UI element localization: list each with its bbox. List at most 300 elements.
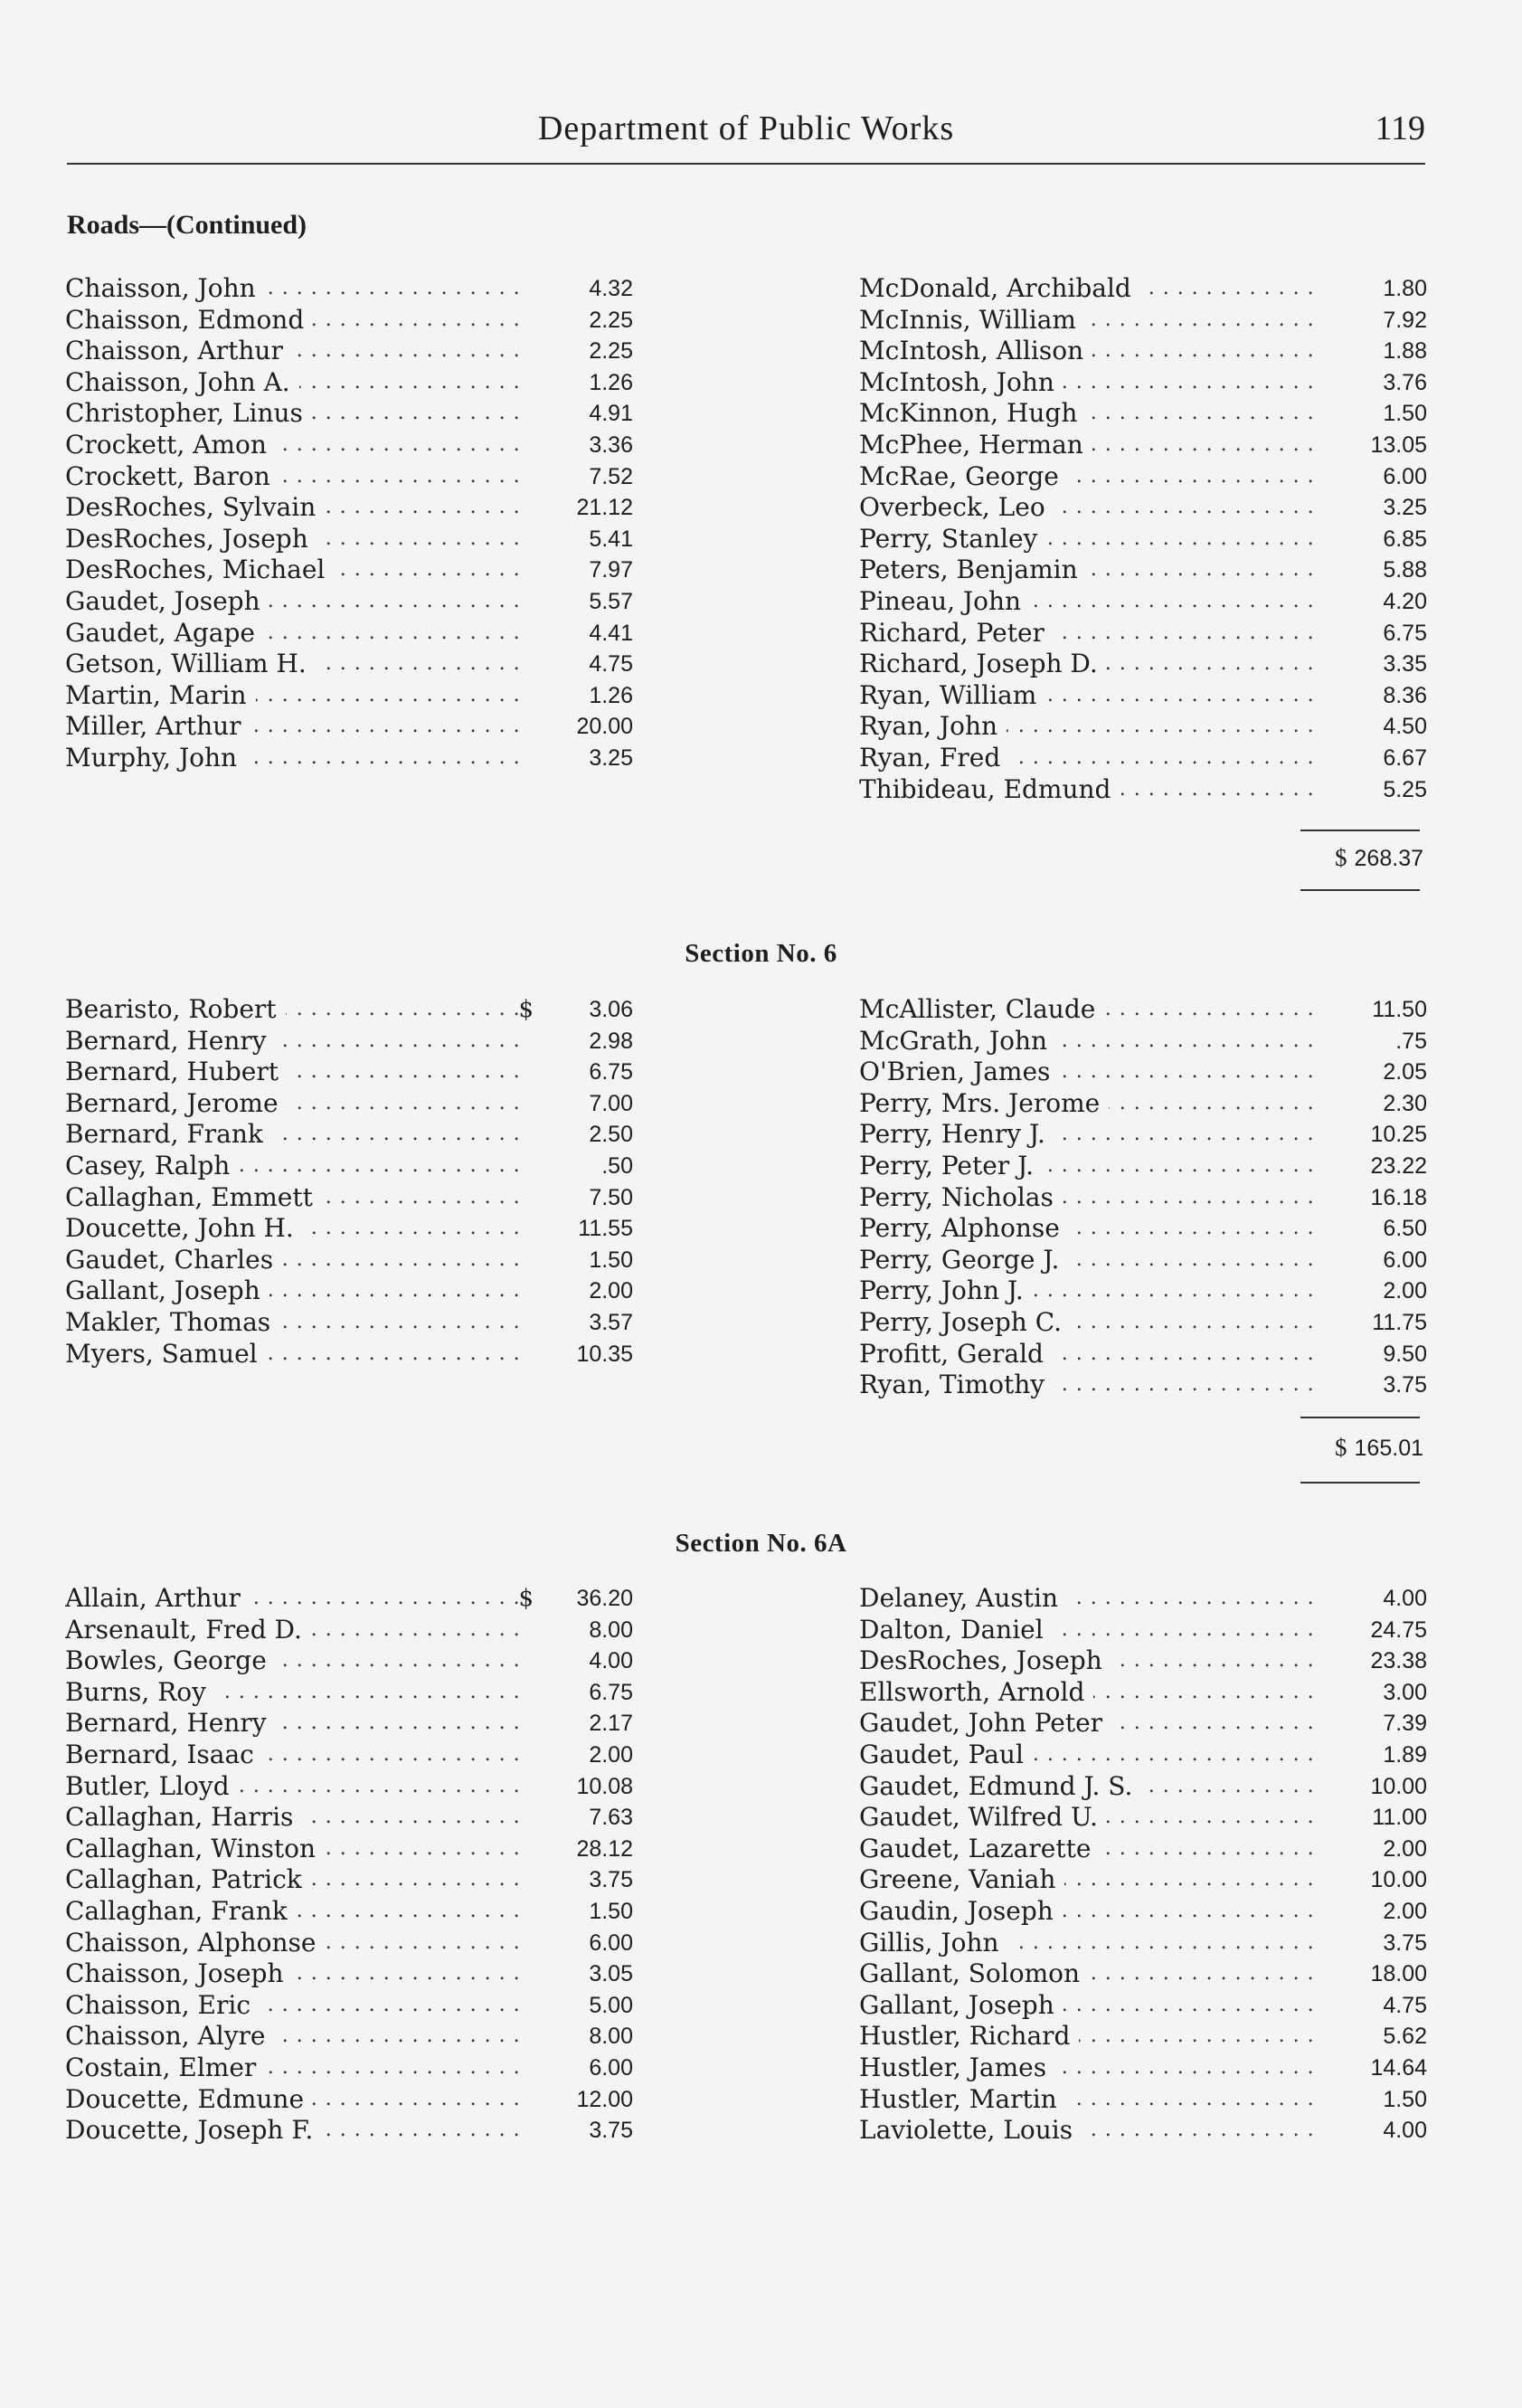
ledger-name: Gallant, Solomon bbox=[859, 1958, 1089, 1988]
roads-total-amount: 268.37 bbox=[1354, 846, 1423, 871]
ledger-name-cell bbox=[65, 1864, 525, 1896]
ledger-row bbox=[65, 1990, 633, 2022]
ledger-row bbox=[65, 680, 633, 712]
ledger-name-cell bbox=[859, 1583, 1319, 1615]
ledger-row bbox=[65, 994, 633, 1026]
ledger-amount: 6.75 bbox=[589, 1059, 633, 1085]
ledger-name: Arsenault, Fred D. bbox=[65, 1615, 311, 1645]
ledger-name-cell bbox=[859, 367, 1319, 399]
section-6-left-column bbox=[65, 994, 633, 1370]
ledger-name: McRae, George bbox=[859, 461, 1068, 491]
ledger-amount: 4.91 bbox=[589, 401, 633, 427]
ledger-amount: 6.85 bbox=[1383, 526, 1427, 552]
ledger-amount: 6.67 bbox=[1383, 744, 1427, 771]
ledger-amount: 5.57 bbox=[589, 588, 633, 614]
ledger-amount: 21.12 bbox=[576, 495, 633, 521]
ledger-amount: 1.26 bbox=[589, 682, 633, 708]
ledger-name-cell bbox=[65, 1307, 525, 1339]
ledger-name: Ryan, Fred bbox=[859, 743, 1009, 773]
ledger-amount: 7.92 bbox=[1383, 307, 1427, 333]
ledger-name: Callaghan, Patrick bbox=[65, 1864, 311, 1894]
ledger-amount: 14.64 bbox=[1370, 2054, 1427, 2081]
ledger-name-cell bbox=[65, 2052, 525, 2084]
ledger-amount: 28.12 bbox=[576, 1835, 633, 1862]
ledger-name: Butler, Lloyd bbox=[65, 1771, 239, 1801]
ledger-amount: 5.25 bbox=[1383, 776, 1427, 802]
ledger-name-cell bbox=[859, 2115, 1319, 2147]
ledger-amount: 4.75 bbox=[1383, 1992, 1427, 2018]
ledger-amount: 10.08 bbox=[576, 1773, 633, 1799]
ledger-name-cell bbox=[859, 336, 1319, 367]
ledger-name-cell bbox=[65, 1990, 525, 2022]
ledger-amount: 3.25 bbox=[1383, 495, 1427, 521]
ledger-row bbox=[65, 367, 633, 399]
ledger-row bbox=[859, 994, 1427, 1026]
ledger-name-cell bbox=[859, 273, 1319, 305]
ledger-name-cell bbox=[859, 680, 1319, 712]
roads-total-symbol: $ bbox=[1335, 844, 1347, 871]
ledger-amount: 9.50 bbox=[1383, 1341, 1427, 1367]
ledger-row bbox=[859, 1771, 1427, 1803]
ledger-row bbox=[65, 1708, 633, 1740]
ledger-amount: 2.25 bbox=[589, 307, 633, 333]
roads-total-rule-bottom bbox=[1300, 889, 1420, 891]
ledger-amount: 1.80 bbox=[1383, 276, 1427, 301]
ledger-row bbox=[859, 1088, 1427, 1120]
ledger-amount: 3.25 bbox=[589, 744, 633, 771]
ledger-amount: 2.25 bbox=[589, 338, 633, 365]
ledger-name: Crockett, Baron bbox=[65, 461, 279, 491]
section-6a-left-column bbox=[65, 1583, 633, 2147]
ledger-row bbox=[859, 1245, 1427, 1276]
ledger-amount: 3.57 bbox=[589, 1309, 633, 1335]
ledger-name-cell bbox=[859, 1119, 1319, 1151]
ledger-name-cell bbox=[65, 994, 525, 1026]
ledger-row bbox=[859, 555, 1427, 586]
ledger-row bbox=[859, 618, 1427, 649]
ledger-row bbox=[65, 1645, 633, 1677]
ledger-row bbox=[65, 2021, 633, 2052]
ledger-row bbox=[859, 305, 1427, 337]
ledger-name-cell bbox=[65, 367, 525, 399]
ledger-name: Perry, John J. bbox=[859, 1275, 1033, 1305]
ledger-name: McAllister, Claude bbox=[859, 994, 1104, 1024]
ledger-amount: 1.26 bbox=[589, 369, 633, 395]
ledger-amount: 10.25 bbox=[1370, 1122, 1427, 1148]
ledger-row bbox=[859, 461, 1427, 493]
ledger-name: O'Brien, James bbox=[859, 1057, 1059, 1086]
ledger-name-cell bbox=[859, 994, 1319, 1026]
ledger-amount: 6.75 bbox=[1383, 620, 1427, 646]
ledger-amount: 23.38 bbox=[1370, 1648, 1427, 1674]
ledger-name-cell bbox=[65, 1928, 525, 1959]
ledger-name-cell bbox=[65, 1119, 525, 1151]
ledger-name: Chaisson, Alyre bbox=[65, 2021, 274, 2051]
ledger-amount: 2.00 bbox=[589, 1278, 633, 1304]
ledger-row bbox=[859, 1339, 1427, 1370]
ledger-name: Burns, Roy bbox=[65, 1677, 215, 1707]
ledger-name-cell bbox=[859, 430, 1319, 461]
ledger-name-cell bbox=[65, 1057, 525, 1088]
ledger-amount: 2.05 bbox=[1383, 1059, 1427, 1085]
ledger-name: McPhee, Herman bbox=[859, 430, 1092, 460]
ledger-name: Gaudet, Paul bbox=[859, 1740, 1033, 1769]
ledger-name: Bernard, Henry bbox=[65, 1026, 276, 1056]
ledger-name-cell bbox=[859, 461, 1319, 493]
ledger-name: Gaudet, Lazarette bbox=[859, 1834, 1100, 1863]
ledger-row bbox=[859, 430, 1427, 461]
ledger-name: McDonald, Archibald bbox=[859, 273, 1140, 303]
ledger-row bbox=[859, 1645, 1427, 1677]
ledger-name-cell bbox=[65, 1896, 525, 1928]
ledger-name: Gaudet, John Peter bbox=[859, 1708, 1111, 1738]
ledger-name: Miller, Arthur bbox=[65, 711, 251, 741]
page-number: 119 bbox=[1375, 109, 1425, 147]
ledger-amount: 10.00 bbox=[1370, 1773, 1427, 1799]
ledger-row bbox=[65, 492, 633, 524]
ledger-row bbox=[65, 1213, 633, 1245]
ledger-amount: 7.52 bbox=[589, 463, 633, 489]
ledger-amount: 5.62 bbox=[1383, 2024, 1427, 2050]
ledger-name-cell bbox=[65, 1245, 525, 1276]
ledger-amount: 11.55 bbox=[578, 1216, 633, 1242]
ledger-amount: 1.50 bbox=[589, 1247, 633, 1273]
ledger-row bbox=[65, 711, 633, 743]
ledger-row bbox=[65, 1182, 633, 1214]
ledger-row bbox=[859, 1026, 1427, 1057]
ledger-name: Chaisson, John bbox=[65, 273, 265, 303]
ledger-name-cell bbox=[65, 1213, 525, 1245]
ledger-name-cell bbox=[859, 1275, 1319, 1307]
ledger-row bbox=[859, 1307, 1427, 1339]
ledger-name-cell bbox=[859, 398, 1319, 430]
ledger-name-cell bbox=[65, 2021, 525, 2052]
ledger-row bbox=[65, 305, 633, 337]
ledger-name-cell bbox=[65, 1834, 525, 1865]
ledger-name: Ryan, John bbox=[859, 711, 1007, 741]
ledger-amount: 7.39 bbox=[1383, 1711, 1427, 1737]
ledger-name: Peters, Benjamin bbox=[859, 555, 1087, 584]
ledger-name-cell bbox=[65, 461, 525, 493]
ledger-amount: 7.00 bbox=[589, 1090, 633, 1116]
ledger-amount: 1.50 bbox=[589, 1898, 633, 1924]
ledger-name-cell bbox=[859, 1740, 1319, 1771]
section-6-total-rule-top bbox=[1300, 1417, 1420, 1418]
ledger-row bbox=[65, 1307, 633, 1339]
ledger-amount: 2.00 bbox=[1383, 1835, 1427, 1862]
ledger-row bbox=[859, 1864, 1427, 1896]
ledger-name: Perry, George J. bbox=[859, 1245, 1068, 1275]
ledger-amount: 7.63 bbox=[589, 1805, 633, 1831]
ledger-name: Ellsworth, Arnold bbox=[859, 1677, 1093, 1707]
ledger-row bbox=[859, 1896, 1427, 1928]
ledger-name: Gaudet, Charles bbox=[65, 1245, 282, 1275]
ledger-amount: 3.75 bbox=[1383, 1929, 1427, 1956]
ledger-row bbox=[859, 492, 1427, 524]
ledger-row bbox=[65, 336, 633, 367]
ledger-name: Richard, Joseph D. bbox=[859, 649, 1107, 678]
ledger-name: Callaghan, Frank bbox=[65, 1896, 297, 1926]
ledger-name-cell bbox=[65, 398, 525, 430]
ledger-amount: 1.50 bbox=[1383, 2086, 1427, 2112]
ledger-amount: 4.00 bbox=[589, 1648, 633, 1674]
ledger-name: Bernard, Isaac bbox=[65, 1740, 263, 1769]
ledger-row bbox=[859, 1958, 1427, 1990]
page-header bbox=[67, 107, 1425, 165]
ledger-row bbox=[65, 1245, 633, 1276]
ledger-name-cell bbox=[859, 1708, 1319, 1740]
ledger-name-cell bbox=[65, 1708, 525, 1740]
ledger-name-cell bbox=[65, 743, 525, 774]
ledger-name: Gaudet, Agape bbox=[65, 618, 264, 648]
ledger-row bbox=[65, 1802, 633, 1834]
ledger-row bbox=[65, 1928, 633, 1959]
ledger-name-cell bbox=[65, 2084, 525, 2116]
ledger-name: Makler, Thomas bbox=[65, 1307, 279, 1337]
ledger-row bbox=[65, 1834, 633, 1865]
ledger-name: Chaisson, Alphonse bbox=[65, 1928, 326, 1958]
section-6-total-amount: 165.01 bbox=[1354, 1436, 1423, 1461]
ledger-amount: 4.20 bbox=[1383, 588, 1427, 614]
ledger-row bbox=[859, 649, 1427, 680]
ledger-amount: 3.75 bbox=[589, 1867, 633, 1893]
ledger-name: Perry, Stanley bbox=[859, 524, 1046, 554]
ledger-name-cell bbox=[65, 336, 525, 367]
ledger-row bbox=[859, 1834, 1427, 1865]
ledger-amount: 6.75 bbox=[589, 1679, 633, 1705]
ledger-name: McKinnon, Hugh bbox=[859, 398, 1086, 428]
ledger-name-cell bbox=[859, 1245, 1319, 1276]
ledger-name-cell bbox=[65, 1088, 525, 1120]
ledger-amount: 20.00 bbox=[576, 714, 633, 740]
ledger-row bbox=[65, 398, 633, 430]
ledger-amount: 4.00 bbox=[1383, 2118, 1427, 2144]
ledger-name-cell bbox=[65, 430, 525, 461]
ledger-name-cell bbox=[65, 680, 525, 712]
ledger-name-cell bbox=[859, 1026, 1319, 1057]
ledger-amount: 11.50 bbox=[1372, 997, 1427, 1022]
ledger-amount: 10.35 bbox=[576, 1341, 633, 1367]
ledger-amount: 2.00 bbox=[1383, 1278, 1427, 1304]
ledger-amount: 2.00 bbox=[1383, 1898, 1427, 1924]
ledger-amount: 3.05 bbox=[589, 1961, 633, 1987]
ledger-row bbox=[859, 1119, 1427, 1151]
ledger-name: Martin, Marin bbox=[65, 680, 256, 710]
ledger-amount: 7.50 bbox=[589, 1184, 633, 1210]
ledger-name: Perry, Alphonse bbox=[859, 1213, 1069, 1243]
ledger-name-cell bbox=[65, 1182, 525, 1214]
ledger-name-cell bbox=[859, 711, 1319, 743]
ledger-name: Myers, Samuel bbox=[65, 1339, 267, 1369]
ledger-name-cell bbox=[859, 743, 1319, 774]
ledger-amount: 5.88 bbox=[1383, 557, 1427, 583]
ledger-name: Gaudet, Wilfred U. bbox=[859, 1802, 1107, 1832]
ledger-row bbox=[859, 2021, 1427, 2052]
ledger-name-cell bbox=[65, 618, 525, 649]
ledger-row bbox=[859, 1928, 1427, 1959]
ledger-name-cell bbox=[65, 273, 525, 305]
ledger-row bbox=[859, 1990, 1427, 2022]
ledger-name: Richard, Peter bbox=[859, 618, 1054, 648]
ledger-name-cell bbox=[65, 524, 525, 555]
ledger-row bbox=[65, 461, 633, 493]
ledger-amount: 7.97 bbox=[589, 557, 633, 583]
ledger-name: Gaudin, Joseph bbox=[859, 1896, 1063, 1926]
ledger-name-cell bbox=[859, 1615, 1319, 1646]
ledger-row bbox=[859, 398, 1427, 430]
ledger-name-cell bbox=[859, 2021, 1319, 2052]
ledger-name: Gaudet, Edmund J. S. bbox=[859, 1771, 1141, 1801]
ledger-name: McIntosh, John bbox=[859, 367, 1064, 397]
ledger-amount: 4.32 bbox=[589, 276, 633, 301]
ledger-amount: 13.05 bbox=[1370, 431, 1427, 458]
ledger-amount: 1.88 bbox=[1383, 338, 1427, 365]
ledger-amount: 5.41 bbox=[589, 526, 633, 552]
ledger-name-cell bbox=[859, 1213, 1319, 1245]
ledger-name-cell bbox=[859, 492, 1319, 524]
ledger-name: Perry, Nicholas bbox=[859, 1182, 1063, 1212]
ledger-row bbox=[65, 1119, 633, 1151]
ledger-name-cell bbox=[65, 1645, 525, 1677]
ledger-name-cell bbox=[65, 1802, 525, 1834]
ledger-name-cell bbox=[859, 1990, 1319, 2022]
ledger-amount: 6.00 bbox=[1383, 463, 1427, 489]
roads-total-rule-top bbox=[1300, 830, 1420, 831]
ledger-amount: 18.00 bbox=[1370, 1961, 1427, 1987]
ledger-name: Hustler, Richard bbox=[859, 2021, 1079, 2051]
ledger-row bbox=[859, 743, 1427, 774]
ledger-name: McInnis, William bbox=[859, 305, 1085, 335]
ledger-name: McGrath, John bbox=[859, 1026, 1056, 1056]
ledger-amount: 3.75 bbox=[589, 2118, 633, 2144]
ledger-row bbox=[65, 1896, 633, 1928]
ledger-amount: 16.18 bbox=[1370, 1184, 1427, 1210]
ledger-row bbox=[65, 524, 633, 555]
ledger-name: Profitt, Gerald bbox=[859, 1339, 1053, 1369]
ledger-name: Chaisson, Edmond bbox=[65, 305, 313, 335]
ledger-name: Crockett, Amon bbox=[65, 430, 276, 460]
ledger-amount: 8.00 bbox=[589, 1616, 633, 1643]
ledger-name-cell bbox=[65, 711, 525, 743]
ledger-name-cell bbox=[859, 774, 1319, 806]
ledger-name-cell bbox=[65, 1151, 525, 1182]
ledger-row bbox=[859, 524, 1427, 555]
ledger-row bbox=[859, 774, 1427, 806]
section-6a-right-column bbox=[859, 1583, 1427, 2147]
ledger-amount: 2.50 bbox=[589, 1122, 633, 1148]
ledger-name: Bowles, George bbox=[65, 1645, 276, 1675]
ledger-amount: 11.75 bbox=[1372, 1309, 1427, 1335]
ledger-name: DesRoches, Joseph bbox=[859, 1645, 1111, 1675]
ledger-amount: 8.36 bbox=[1383, 682, 1427, 708]
ledger-row bbox=[859, 2115, 1427, 2147]
ledger-row bbox=[859, 1213, 1427, 1245]
ledger-name-cell bbox=[859, 649, 1319, 680]
ledger-row bbox=[65, 430, 633, 461]
ledger-name-cell bbox=[859, 1307, 1319, 1339]
ledger-name-cell bbox=[65, 1275, 525, 1307]
ledger-name-cell bbox=[859, 1151, 1319, 1182]
ledger-amount: .50 bbox=[601, 1152, 633, 1179]
ledger-name-cell bbox=[65, 1026, 525, 1057]
ledger-row bbox=[65, 2084, 633, 2116]
section-6-total-symbol: $ bbox=[1335, 1434, 1347, 1461]
ledger-name-cell bbox=[859, 1958, 1319, 1990]
ledger-name-cell bbox=[859, 1088, 1319, 1120]
ledger-name-cell bbox=[65, 2115, 525, 2147]
ledger-name-cell bbox=[859, 618, 1319, 649]
ledger-row bbox=[65, 1740, 633, 1771]
ledger-name: Bernard, Jerome bbox=[65, 1088, 288, 1118]
ledger-name: Gaudet, Joseph bbox=[65, 586, 269, 616]
ledger-name-cell bbox=[65, 1677, 525, 1709]
ledger-name: Chaisson, Arthur bbox=[65, 336, 292, 365]
ledger-name: Callaghan, Emmett bbox=[65, 1182, 322, 1212]
ledger-name-cell bbox=[859, 524, 1319, 555]
ledger-row bbox=[65, 2115, 633, 2147]
ledger-row bbox=[859, 1740, 1427, 1771]
section-6-heading: Section No. 6 bbox=[685, 939, 837, 968]
ledger-row bbox=[65, 1864, 633, 1896]
roads-heading: Roads—(Continued) bbox=[67, 210, 307, 240]
ledger-amount: 5.00 bbox=[589, 1992, 633, 2018]
ledger-row bbox=[859, 1275, 1427, 1307]
ledger-name: Allain, Arthur bbox=[65, 1583, 250, 1613]
ledger-row bbox=[859, 1182, 1427, 1214]
ledger-row bbox=[859, 1615, 1427, 1646]
ledger-name: Callaghan, Harris bbox=[65, 1802, 302, 1832]
roads-left-column bbox=[65, 273, 633, 774]
ledger-row bbox=[65, 618, 633, 649]
ledger-amount: 3.35 bbox=[1383, 651, 1427, 678]
ledger-name-cell bbox=[859, 1677, 1319, 1709]
roads-total bbox=[1243, 844, 1423, 872]
ledger-amount: 4.50 bbox=[1383, 714, 1427, 740]
ledger-name-cell bbox=[65, 1615, 525, 1646]
ledger-row bbox=[65, 1026, 633, 1057]
ledger-name-cell bbox=[65, 492, 525, 524]
ledger-row bbox=[859, 1583, 1427, 1615]
ledger-row bbox=[65, 1583, 633, 1615]
ledger-name-cell bbox=[859, 1802, 1319, 1834]
ledger-name: Hustler, James bbox=[859, 2052, 1055, 2082]
ledger-name-cell bbox=[65, 1583, 525, 1615]
roads-right-column bbox=[859, 273, 1427, 805]
ledger-name: DesRoches, Michael bbox=[65, 555, 334, 584]
ledger-row bbox=[65, 649, 633, 680]
ledger-amount: 2.17 bbox=[589, 1711, 633, 1737]
ledger-name: Casey, Ralph bbox=[65, 1151, 239, 1180]
ledger-row bbox=[65, 1088, 633, 1120]
ledger-name-cell bbox=[859, 586, 1319, 618]
ledger-name-cell bbox=[859, 1370, 1319, 1401]
ledger-amount: 6.00 bbox=[589, 1929, 633, 1956]
ledger-row bbox=[859, 1708, 1427, 1740]
ledger-name: Chaisson, John A. bbox=[65, 367, 299, 397]
ledger-amount: 3.06 bbox=[589, 997, 633, 1022]
ledger-name-cell bbox=[859, 555, 1319, 586]
ledger-name-cell bbox=[859, 1834, 1319, 1865]
ledger-name-cell bbox=[65, 649, 525, 680]
ledger-name: Ryan, Timothy bbox=[859, 1370, 1054, 1399]
ledger-name-cell bbox=[859, 1928, 1319, 1959]
ledger-row bbox=[65, 1615, 633, 1646]
ledger-amount: 3.75 bbox=[1383, 1372, 1427, 1398]
ledger-name-cell bbox=[65, 1339, 525, 1370]
ledger-name-cell bbox=[65, 555, 525, 586]
ledger-row bbox=[859, 586, 1427, 618]
ledger-row bbox=[859, 1057, 1427, 1088]
